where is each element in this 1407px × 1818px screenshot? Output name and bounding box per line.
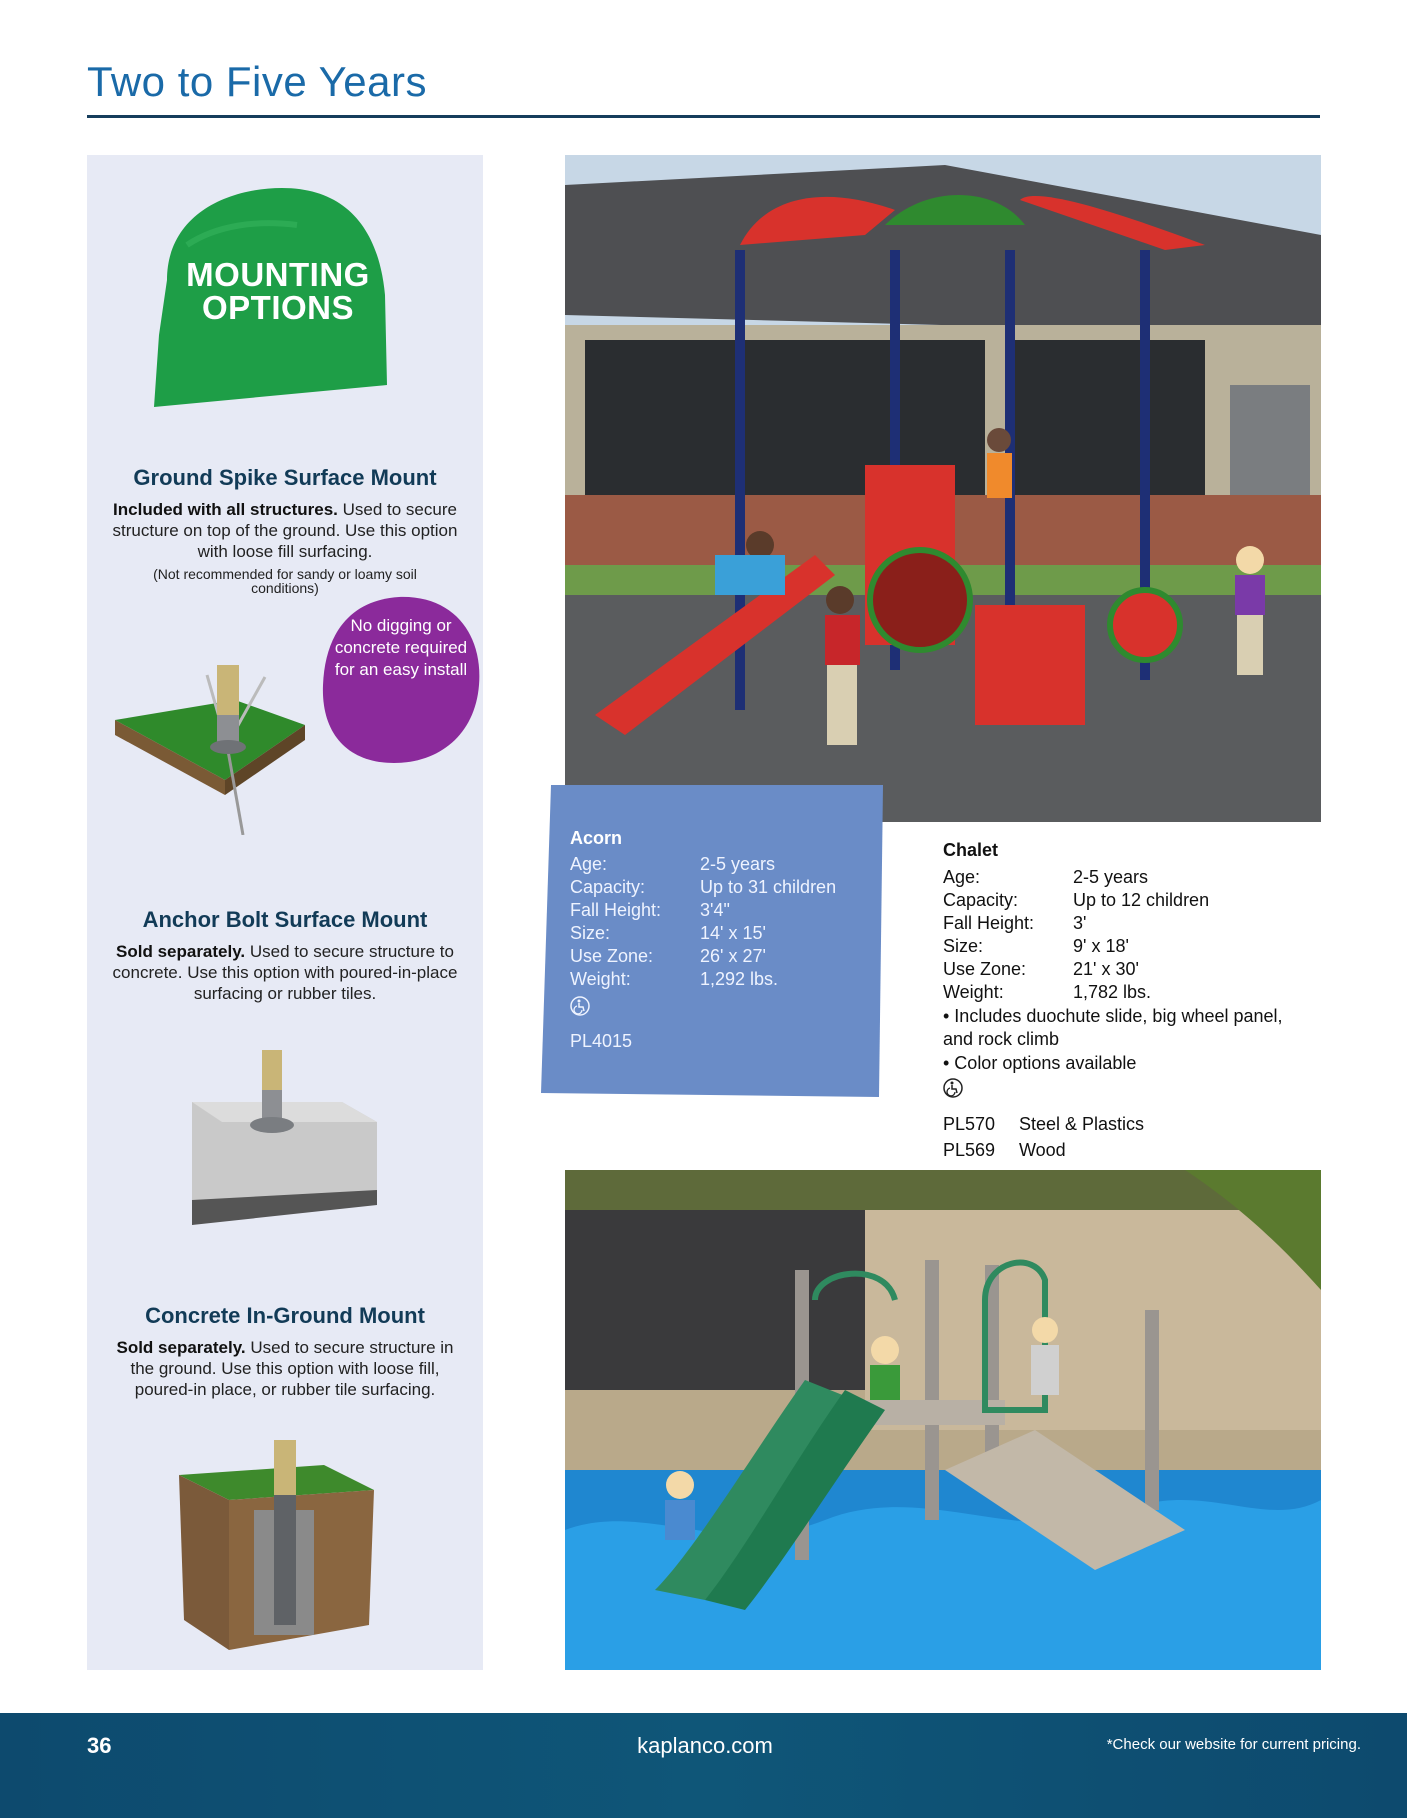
acorn-weight-value: 1,292 lbs. (700, 969, 779, 989)
acorn-weight-label: Weight: (570, 969, 631, 989)
acorn-size-value: 14' x 15' (700, 923, 766, 943)
page-footer (0, 1713, 1407, 1818)
anchor-bolt-desc-text: Used to secure structure to concrete. Use this option with poured-in-place surfacing or rubber tiles. (112, 942, 458, 1003)
acorn-use-zone-value: 26' x 27' (700, 946, 766, 966)
ground-spike-illustration (115, 605, 335, 835)
chalet-bullet-colors: • Color options available (943, 1053, 1137, 1073)
callout-text: No digging or concrete required for an easy install (334, 616, 468, 679)
ground-spike-description (107, 499, 463, 562)
chalet-playground-photo (565, 1170, 1321, 1670)
chalet-fall-height-value: 3' (1073, 913, 1087, 933)
chalet-code-steel-material: Steel & Plastics (1019, 1114, 1145, 1134)
pricing-note: *Check our website for current pricing. (1106, 1736, 1361, 1753)
page-title: Two to Five Years (87, 58, 428, 105)
anchor-bolt-description (107, 941, 463, 1004)
anchor-bolt-lead: Sold separately. (116, 942, 246, 961)
acorn-product-name: Acorn (570, 828, 623, 848)
chalet-bullet-features: • Includes duochute slide, big wheel panel, and rock climb (943, 1006, 1283, 1049)
chalet-fall-height-label: Fall Height: (943, 913, 1035, 933)
acorn-fall-height-value: 3'4" (700, 900, 730, 920)
page-number: 36 (87, 1733, 112, 1758)
chalet-weight-value: 1,782 lbs. (1073, 982, 1152, 1002)
ground-spike-desc-text: Used to secure structure on top of the ground. Use this option with loose fill surfacing. (112, 500, 458, 561)
chalet-age-label: Age: (943, 867, 981, 887)
chalet-code-steel (943, 1114, 1144, 1135)
concrete-mount-illustration (179, 1440, 379, 1650)
chalet-size-value: 9' x 18' (1073, 936, 1129, 956)
chalet-code-wood (943, 1140, 1066, 1161)
badge-line-2: OPTIONS (201, 289, 355, 326)
website-link[interactable]: kaplanco.com (637, 1733, 773, 1758)
concrete-mount-title: Concrete In-Ground Mount (145, 1303, 425, 1328)
title-divider (87, 115, 1320, 118)
ground-spike-note: (Not recommended for sandy or loamy soil conditions) (153, 566, 417, 596)
chalet-age-value: 2-5 years (1073, 867, 1149, 887)
ground-spike-title: Ground Spike Surface Mount (133, 465, 437, 490)
acorn-age-label: Age: (570, 854, 608, 874)
chalet-capacity-value: Up to 12 children (1073, 890, 1210, 910)
anchor-bolt-illustration (182, 1050, 387, 1225)
acorn-capacity-label: Capacity: (570, 877, 646, 897)
concrete-mount-desc-text: Used to secure structure in the ground. Use this option with loose fill, poured-in place, or rubber tile surfacing. (130, 1338, 454, 1399)
acorn-spec-labels (570, 853, 661, 991)
chalet-spec-labels (943, 866, 1034, 1004)
badge-label (147, 258, 409, 324)
concrete-mount-description (107, 1337, 463, 1400)
chalet-code-wood-number: PL569 (943, 1140, 996, 1160)
chalet-spec-values (1073, 866, 1209, 1004)
acorn-fall-height-label: Fall Height: (570, 900, 662, 920)
acorn-product-code: PL4015 (570, 1031, 633, 1051)
chalet-weight-label: Weight: (943, 982, 1004, 1002)
ground-spike-lead: Included with all structures. (113, 500, 338, 519)
mounting-options-sidebar (87, 155, 483, 1670)
chalet-code-steel-number: PL570 (943, 1114, 996, 1134)
concrete-mount-lead: Sold separately. (116, 1338, 246, 1357)
acorn-use-zone-label: Use Zone: (570, 946, 654, 966)
chalet-code-wood-material: Wood (1019, 1140, 1066, 1160)
anchor-bolt-title: Anchor Bolt Surface Mount (142, 907, 428, 932)
chalet-size-label: Size: (943, 936, 984, 956)
chalet-capacity-label: Capacity: (943, 890, 1019, 910)
acorn-age-value: 2-5 years (700, 854, 776, 874)
chalet-use-zone-value: 21' x 30' (1073, 959, 1139, 979)
chalet-use-zone-label: Use Zone: (943, 959, 1027, 979)
acorn-size-label: Size: (570, 923, 611, 943)
wheelchair-icon (570, 996, 590, 1016)
acorn-playground-photo (565, 155, 1321, 822)
acorn-capacity-value: Up to 31 children (700, 877, 837, 897)
chalet-product-name: Chalet (943, 840, 999, 860)
wheelchair-icon (943, 1078, 963, 1098)
acorn-spec-values (700, 853, 836, 991)
badge-line-1: MOUNTING (186, 256, 370, 293)
